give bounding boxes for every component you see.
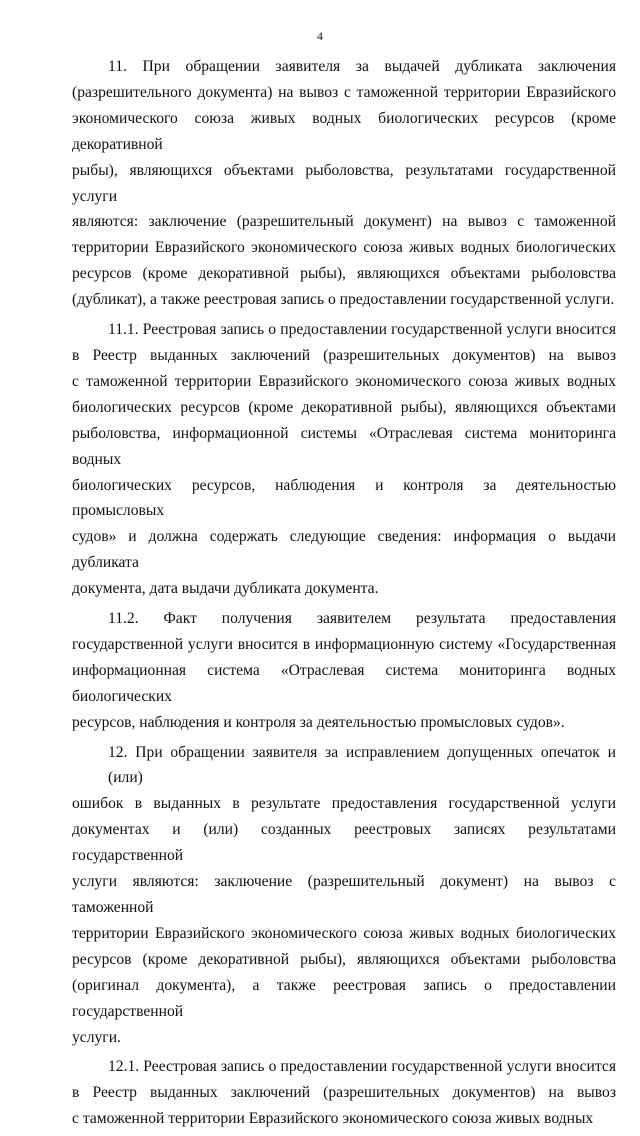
text-line: (оригинал документа), а также реестровая запись о предоставлении государственной (72, 976, 616, 1020)
text-line: судов» и должна содержать следующие сведения: информация о выдачи дубликата (72, 528, 616, 572)
text-line: услуги являются: заключение (разрешительный документ) на вывоз с таможенной (72, 873, 616, 916)
paragraph-p11-2 (72, 606, 616, 736)
paragraph-p11 (72, 54, 616, 313)
text-line: ошибок в выданных в результате предоставления государственной услуги (72, 795, 616, 813)
text-line: документа, дата выдачи дубликата документа. (72, 580, 379, 598)
text-line: ресурсов (кроме декоративной рыбы), являющихся объектами рыболовства (72, 950, 616, 968)
text-line: территории Евразийского экономического союза живых водных биологических (72, 924, 616, 942)
paragraph-p12-1 (72, 1054, 616, 1132)
text-line: государственной услуги вносится в информационную систему «Государственная (72, 635, 616, 653)
text-line: документах и (или) созданных реестровых записях результатами государственной (72, 821, 616, 865)
paragraph-p12 (72, 740, 616, 1051)
text-line: 11. При обращении заявителя за выдачей дубликата заключения (108, 58, 616, 75)
text-line: (разрешительного документа) на вывоз с таможенной территории Евразийского (72, 83, 616, 101)
text-line: биологических ресурсов, наблюдения и контроля за деятельностью промысловых (72, 476, 616, 520)
text-line: информационная система «Отраслевая система мониторинга водных биологических (72, 661, 616, 705)
text-line: 11.1. Реестровая запись о предоставлении государственной услуги вносится (108, 321, 616, 339)
text-line: ресурсов, наблюдения и контроля за деятельностью промысловых судов». (72, 713, 565, 731)
document-body (72, 54, 616, 1136)
text-line: 11.2. Факт получения заявителем результата предоставления (108, 610, 616, 628)
text-line: с таможенной территории Евразийского экономического союза живых водных (72, 1110, 594, 1128)
text-line: рыбы), являющихся объектами рыболовства, результатами государственной услуги (72, 161, 616, 205)
text-line: в Реестр выданных заключений (разрешительных документов) на вывоз (72, 346, 616, 364)
text-line: экономического союза живых водных биологических ресурсов (кроме декоративной (72, 109, 616, 153)
text-line: в Реестр выданных заключений (разрешительных документов) на вывоз (72, 1084, 616, 1102)
text-line: являются: заключение (разрешительный документ) на вывоз с таможенной (72, 213, 616, 231)
text-line: (дубликат), а также реестровая запись о предоставлении государственной услуги. (72, 291, 615, 309)
text-line: 12.1. Реестровая запись о предоставлении государственной услуги вносится (108, 1058, 616, 1076)
text-line: 12. При обращении заявителя за исправлением допущенных опечаток и (или) (108, 743, 616, 787)
text-line: территории Евразийского экономического союза живых водных биологических (72, 239, 616, 257)
text-line: биологических ресурсов (кроме декоративной рыбы), являющихся объектами (72, 398, 616, 416)
text-line: услуги. (72, 1028, 121, 1046)
paragraph-p11-1 (72, 317, 616, 602)
text-line: ресурсов (кроме декоративной рыбы), являющихся объектами рыболовства (72, 265, 616, 283)
text-line: с таможенной территории Евразийского экономического союза живых водных (72, 372, 616, 390)
text-line: рыболовства, информационной системы «Отраслевая система мониторинга водных (72, 424, 616, 468)
page-number: 4 (317, 29, 323, 43)
